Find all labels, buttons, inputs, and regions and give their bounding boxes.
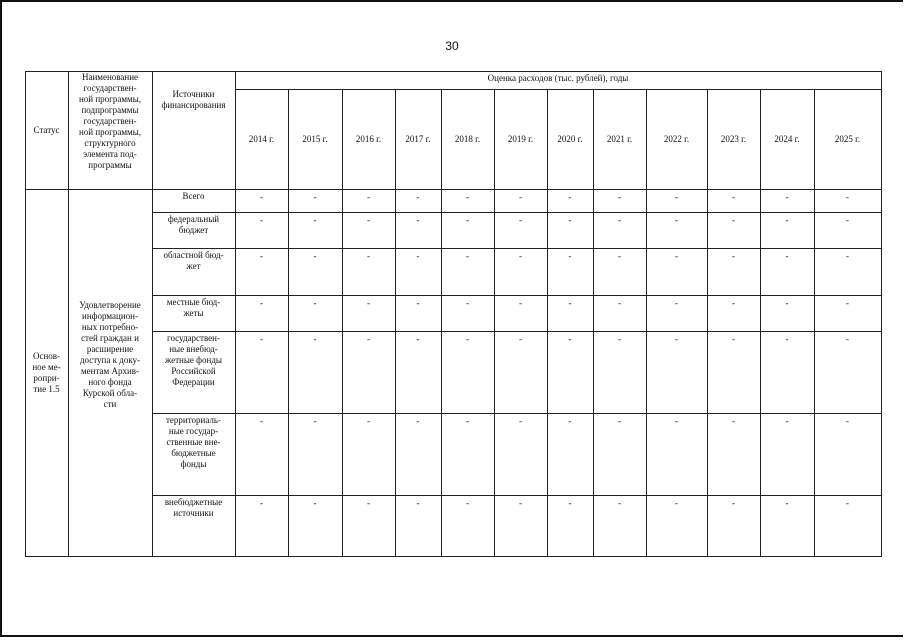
year-header: 2022 г.	[663, 134, 690, 144]
status-header: Статус	[33, 125, 60, 135]
value-dash: -	[732, 334, 735, 344]
value-dash: -	[367, 251, 370, 261]
value-dash: -	[466, 215, 469, 225]
value-dash: -	[785, 334, 789, 344]
value-dash: -	[260, 334, 263, 344]
value-dash: -	[466, 192, 469, 202]
value-dash: -	[260, 215, 263, 225]
value-dash: -	[785, 498, 789, 508]
value-dash: -	[618, 215, 621, 225]
value-dash: -	[519, 298, 522, 308]
value-dash: -	[416, 215, 420, 225]
year-header: 2015 г.	[302, 134, 328, 144]
value-dash: -	[675, 498, 678, 508]
value-dash: -	[313, 298, 317, 308]
value-dash: -	[313, 334, 317, 344]
value-dash: -	[846, 298, 849, 308]
value-dash: -	[568, 334, 572, 344]
value-dash: -	[846, 416, 849, 426]
program-name-value: Удовлетворение	[79, 300, 141, 310]
year-header: 2025 г.	[834, 134, 861, 144]
sources-header: Источники	[172, 89, 215, 99]
value-dash: -	[785, 416, 789, 426]
value-dash: -	[416, 298, 420, 308]
status-value: ное ме-	[32, 362, 61, 372]
value-dash: -	[260, 298, 263, 308]
value-dash: -	[732, 251, 735, 261]
value-dash: -	[313, 416, 317, 426]
value-dash: -	[675, 416, 678, 426]
program-name-header: государствен-	[83, 83, 137, 93]
value-dash: -	[466, 416, 469, 426]
status-value: тие 1.5	[33, 384, 60, 394]
year-header: 2023 г.	[720, 134, 747, 144]
value-dash: -	[519, 416, 522, 426]
value-dash: -	[675, 215, 678, 225]
source-label: жетные фонды	[165, 355, 222, 365]
program-name-value: расширение	[86, 344, 134, 354]
page-number: 30	[445, 39, 459, 53]
year-header: 2021 г.	[606, 134, 633, 144]
value-dash: -	[618, 334, 621, 344]
value-dash: -	[675, 298, 678, 308]
value-dash: -	[785, 298, 789, 308]
value-dash: -	[519, 251, 522, 261]
source-label: внебюджетные	[164, 497, 223, 507]
program-name-header: ной программы,	[78, 127, 142, 137]
value-dash: -	[416, 416, 420, 426]
value-dash: -	[260, 416, 263, 426]
program-name-header: подпрограммы	[81, 105, 139, 115]
value-dash: -	[313, 215, 317, 225]
value-dash: -	[785, 251, 789, 261]
program-name-header: ной программы,	[78, 94, 142, 104]
value-dash: -	[675, 334, 678, 344]
value-dash: -	[618, 416, 621, 426]
value-dash: -	[416, 192, 420, 202]
value-dash: -	[846, 498, 849, 508]
value-dash: -	[416, 498, 420, 508]
year-header: 2024 г.	[774, 134, 800, 144]
value-dash: -	[675, 251, 678, 261]
source-label: ные внебюд-	[169, 344, 218, 354]
value-dash: -	[260, 498, 263, 508]
program-name-value: ментам Архив-	[80, 366, 140, 376]
value-dash: -	[618, 251, 621, 261]
value-dash: -	[466, 498, 469, 508]
source-label: областной бюд-	[163, 250, 224, 260]
value-dash: -	[568, 298, 572, 308]
source-label: ственные вне-	[166, 437, 221, 447]
value-dash: -	[367, 192, 370, 202]
value-dash: -	[732, 498, 735, 508]
value-dash: -	[785, 215, 789, 225]
source-label: территориаль-	[165, 415, 222, 425]
source-label: Всего	[182, 191, 205, 201]
program-name-value: ных потребно-	[81, 322, 139, 332]
value-dash: -	[568, 215, 572, 225]
value-dash: -	[732, 298, 735, 308]
program-name-value: сти	[103, 399, 117, 409]
value-dash: -	[519, 334, 522, 344]
source-label: бюджет	[178, 225, 209, 235]
value-dash: -	[846, 334, 849, 344]
value-dash: -	[519, 215, 522, 225]
value-dash: -	[732, 215, 735, 225]
value-dash: -	[519, 498, 522, 508]
value-dash: -	[367, 334, 370, 344]
source-label: Федерации	[172, 377, 215, 387]
source-label: фонды	[180, 459, 207, 469]
value-dash: -	[313, 251, 317, 261]
sources-header: финансирования	[161, 100, 226, 110]
value-dash: -	[466, 334, 469, 344]
source-label: местные бюд-	[166, 297, 221, 307]
value-dash: -	[675, 192, 678, 202]
program-name-header: государствен-	[83, 116, 137, 126]
program-name-header: структурного	[84, 138, 136, 148]
program-name-value: Курской обла-	[82, 388, 138, 398]
source-label: жет	[186, 261, 201, 271]
value-dash: -	[416, 251, 420, 261]
value-dash: -	[260, 251, 263, 261]
source-label: федеральный	[167, 214, 220, 224]
value-dash: -	[367, 416, 370, 426]
value-dash: -	[732, 192, 735, 202]
value-dash: -	[618, 192, 621, 202]
value-dash: -	[618, 298, 621, 308]
value-dash: -	[416, 334, 420, 344]
program-name-value: информацион-	[82, 311, 138, 321]
source-label: ные государ-	[168, 426, 219, 436]
value-dash: -	[367, 298, 370, 308]
program-name-header: элемента под-	[83, 149, 137, 159]
value-dash: -	[367, 498, 370, 508]
program-name-header: программы	[88, 160, 132, 170]
year-header: 2017 г.	[405, 134, 431, 144]
year-header: 2016 г.	[355, 134, 382, 144]
value-dash: -	[466, 298, 469, 308]
value-dash: -	[732, 416, 735, 426]
value-dash: -	[466, 251, 469, 261]
year-header: 2014 г.	[248, 134, 275, 144]
value-dash: -	[367, 215, 370, 225]
value-dash: -	[568, 416, 572, 426]
source-label: жеты	[183, 308, 204, 318]
source-label: Российской	[171, 366, 216, 376]
value-dash: -	[519, 192, 522, 202]
program-name-value: доступа к доку-	[79, 355, 141, 365]
value-dash: -	[313, 498, 317, 508]
source-label: источники	[173, 508, 214, 518]
value-dash: -	[568, 498, 572, 508]
source-label: бюджетные	[171, 448, 216, 458]
value-dash: -	[313, 192, 317, 202]
estimate-header: Оценка расходов (тыс. рублей), годы	[487, 73, 629, 83]
value-dash: -	[846, 215, 849, 225]
value-dash: -	[846, 192, 849, 202]
value-dash: -	[846, 251, 849, 261]
source-label: государствен-	[166, 333, 220, 343]
year-header: 2020 г.	[557, 134, 583, 144]
program-name-value: ного фонда	[88, 377, 132, 387]
status-value: ропри-	[33, 373, 60, 383]
program-name-value: стей граждан и	[81, 333, 139, 343]
status-value: Основ-	[32, 351, 61, 361]
value-dash: -	[568, 251, 572, 261]
value-dash: -	[260, 192, 263, 202]
value-dash: -	[785, 192, 789, 202]
value-dash: -	[568, 192, 572, 202]
program-name-header: Наименование	[81, 72, 139, 82]
value-dash: -	[618, 498, 621, 508]
year-header: 2018 г.	[454, 134, 481, 144]
year-header: 2019 г.	[507, 134, 534, 144]
